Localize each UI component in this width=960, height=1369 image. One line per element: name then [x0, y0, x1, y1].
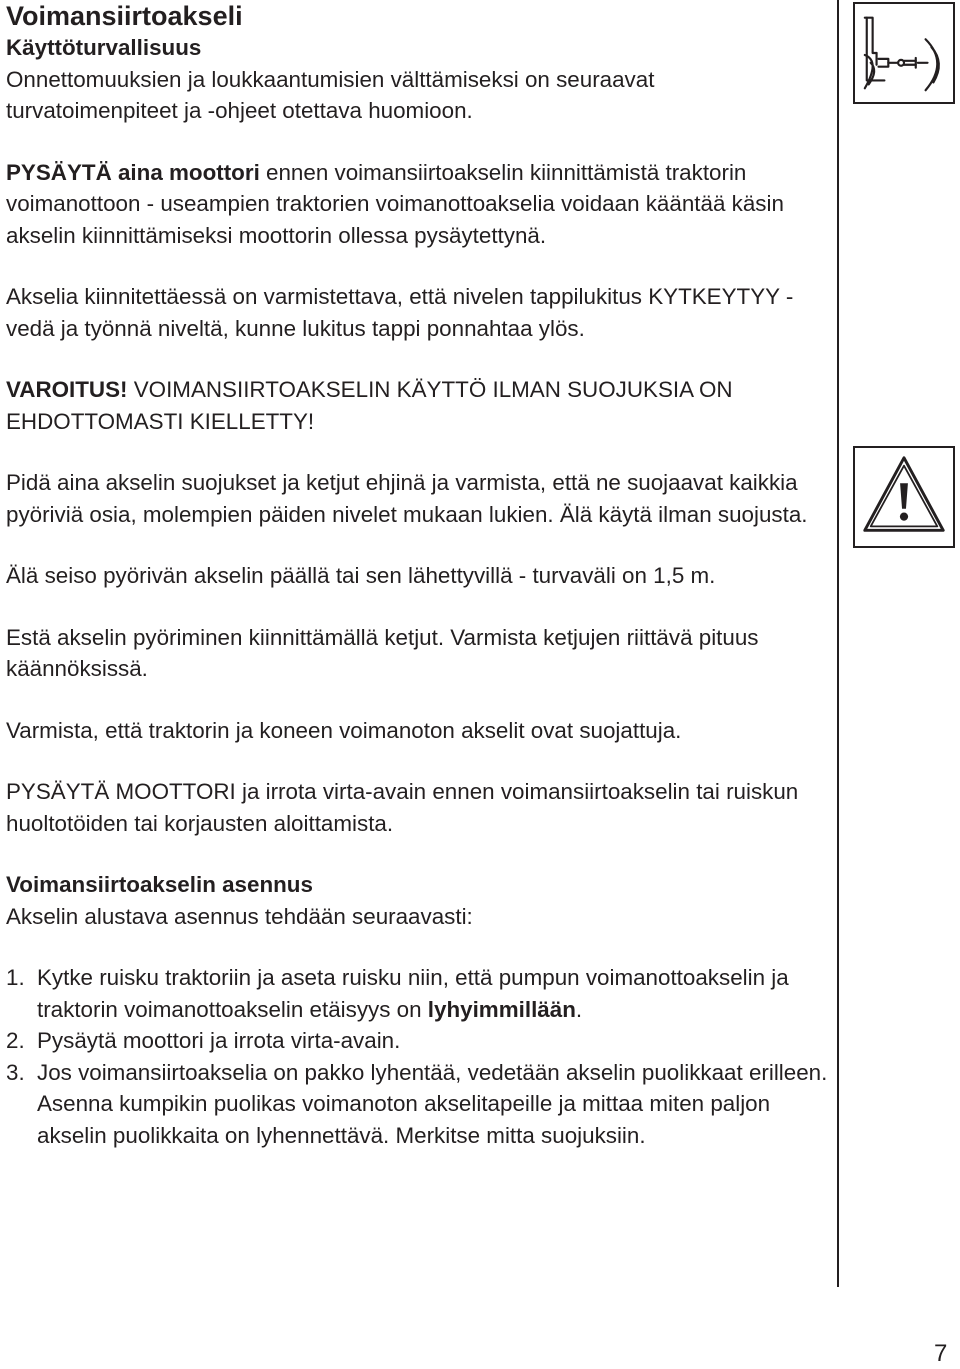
pto-shaft-icon: [853, 2, 955, 104]
warning-text: VOIMANSIIRTOAKSELIN KÄYTTÖ ILMAN SUOJUKSIA ON EHDOTTOMASTI KIELLETTY!: [6, 377, 733, 434]
step-number: 3.: [6, 1059, 25, 1085]
step-number: 1.: [6, 965, 25, 990]
distance-paragraph: Älä seiso pyörivän akselin päällä tai sen lähettyvillä - turvaväli on 1,5 m.: [6, 563, 716, 588]
install-steps: [6, 962, 832, 1151]
warning-triangle-icon: [853, 446, 955, 548]
maintenance-paragraph: PYSÄYTÄ MOOTTORI ja irrota virta-avain ennen voimansiirtoakselin tai ruiskun huoltotöiden tai korjausten aloittamista.: [6, 779, 799, 836]
pto-guard-paragraph: Varmista, että traktorin ja koneen voimanoton akselit ovat suojattuja.: [6, 717, 682, 743]
step-text: Kytke ruisku traktoriin ja aseta ruisku niin, että pumpun voimanottoakselin ja traktorin voimanottoakselin etäisyys on: [37, 965, 789, 1022]
page-title: Voimansiirtoakseli: [6, 1, 243, 31]
page-number: 7: [934, 1340, 948, 1367]
locking-paragraph: Akselia kiinnitettäessä on varmistettava, että nivelen tappilukitus KYTKEYTYY - vedä ja työnnä niveltä, kunne lukitus tappi ponnahtaa ylös.: [6, 284, 794, 341]
step-text: Jos voimansiirtoakselia on pakko lyhentää, vedetään akselin puolikkaat erilleen. Asenna kumpikin puolikas voimanoton akselitapeille ja mittaa miten paljon akselin puolikkaita on lyhennettävä. Merkitse mitta suojuksiin.: [37, 1059, 828, 1148]
page-content: [6, 0, 832, 1151]
stop-engine-text: ennen voimansiirtoakselin kiinnittämistä traktorin voimanottoon - useampien traktorien voimanottoakselia voidaan kääntää käsin akselin kiinnittämiseksi moottorin ollessa pysäytettynä.: [6, 159, 784, 248]
warning-label: VAROITUS!: [6, 377, 128, 402]
install-step: [6, 1057, 832, 1152]
step-number: 2.: [6, 1028, 25, 1053]
step-emphasis: lyhyimmillään: [427, 996, 576, 1022]
install-heading: Voimansiirtoakselin asennus: [6, 872, 313, 897]
margin-rule: [837, 0, 839, 1287]
chains-paragraph: Estä akselin pyöriminen kiinnittämällä ketjut. Varmista ketjujen riittävä pituus käännöksissä.: [6, 624, 759, 681]
safety-heading: Käyttöturvallisuus: [6, 35, 202, 60]
step-tail: .: [575, 996, 583, 1022]
install-intro: Akselin alustava asennus tehdään seuraavasti:: [6, 903, 473, 929]
warning-paragraph: [6, 374, 832, 437]
install-step: [6, 1025, 832, 1057]
safety-intro: Onnettomuuksien ja loukkaantumisien välttämiseksi on seuraavat turvatoimenpiteet ja -ohjeet otettava huomioon.: [6, 66, 655, 123]
install-step: [6, 962, 832, 1025]
guards-paragraph: Pidä aina akselin suojukset ja ketjut ehjinä ja varmista, että ne suojaavat kaikkia pyöriviä osia, molempien päiden nivelet mukaan lukien. Älä käytä ilman suojusta.: [6, 470, 808, 527]
step-text: Pysäytä moottori ja irrota virta-avain.: [37, 1028, 401, 1053]
stop-engine-paragraph: [6, 157, 832, 252]
stop-engine-emphasis: PYSÄYTÄ aina moottori: [6, 159, 260, 185]
